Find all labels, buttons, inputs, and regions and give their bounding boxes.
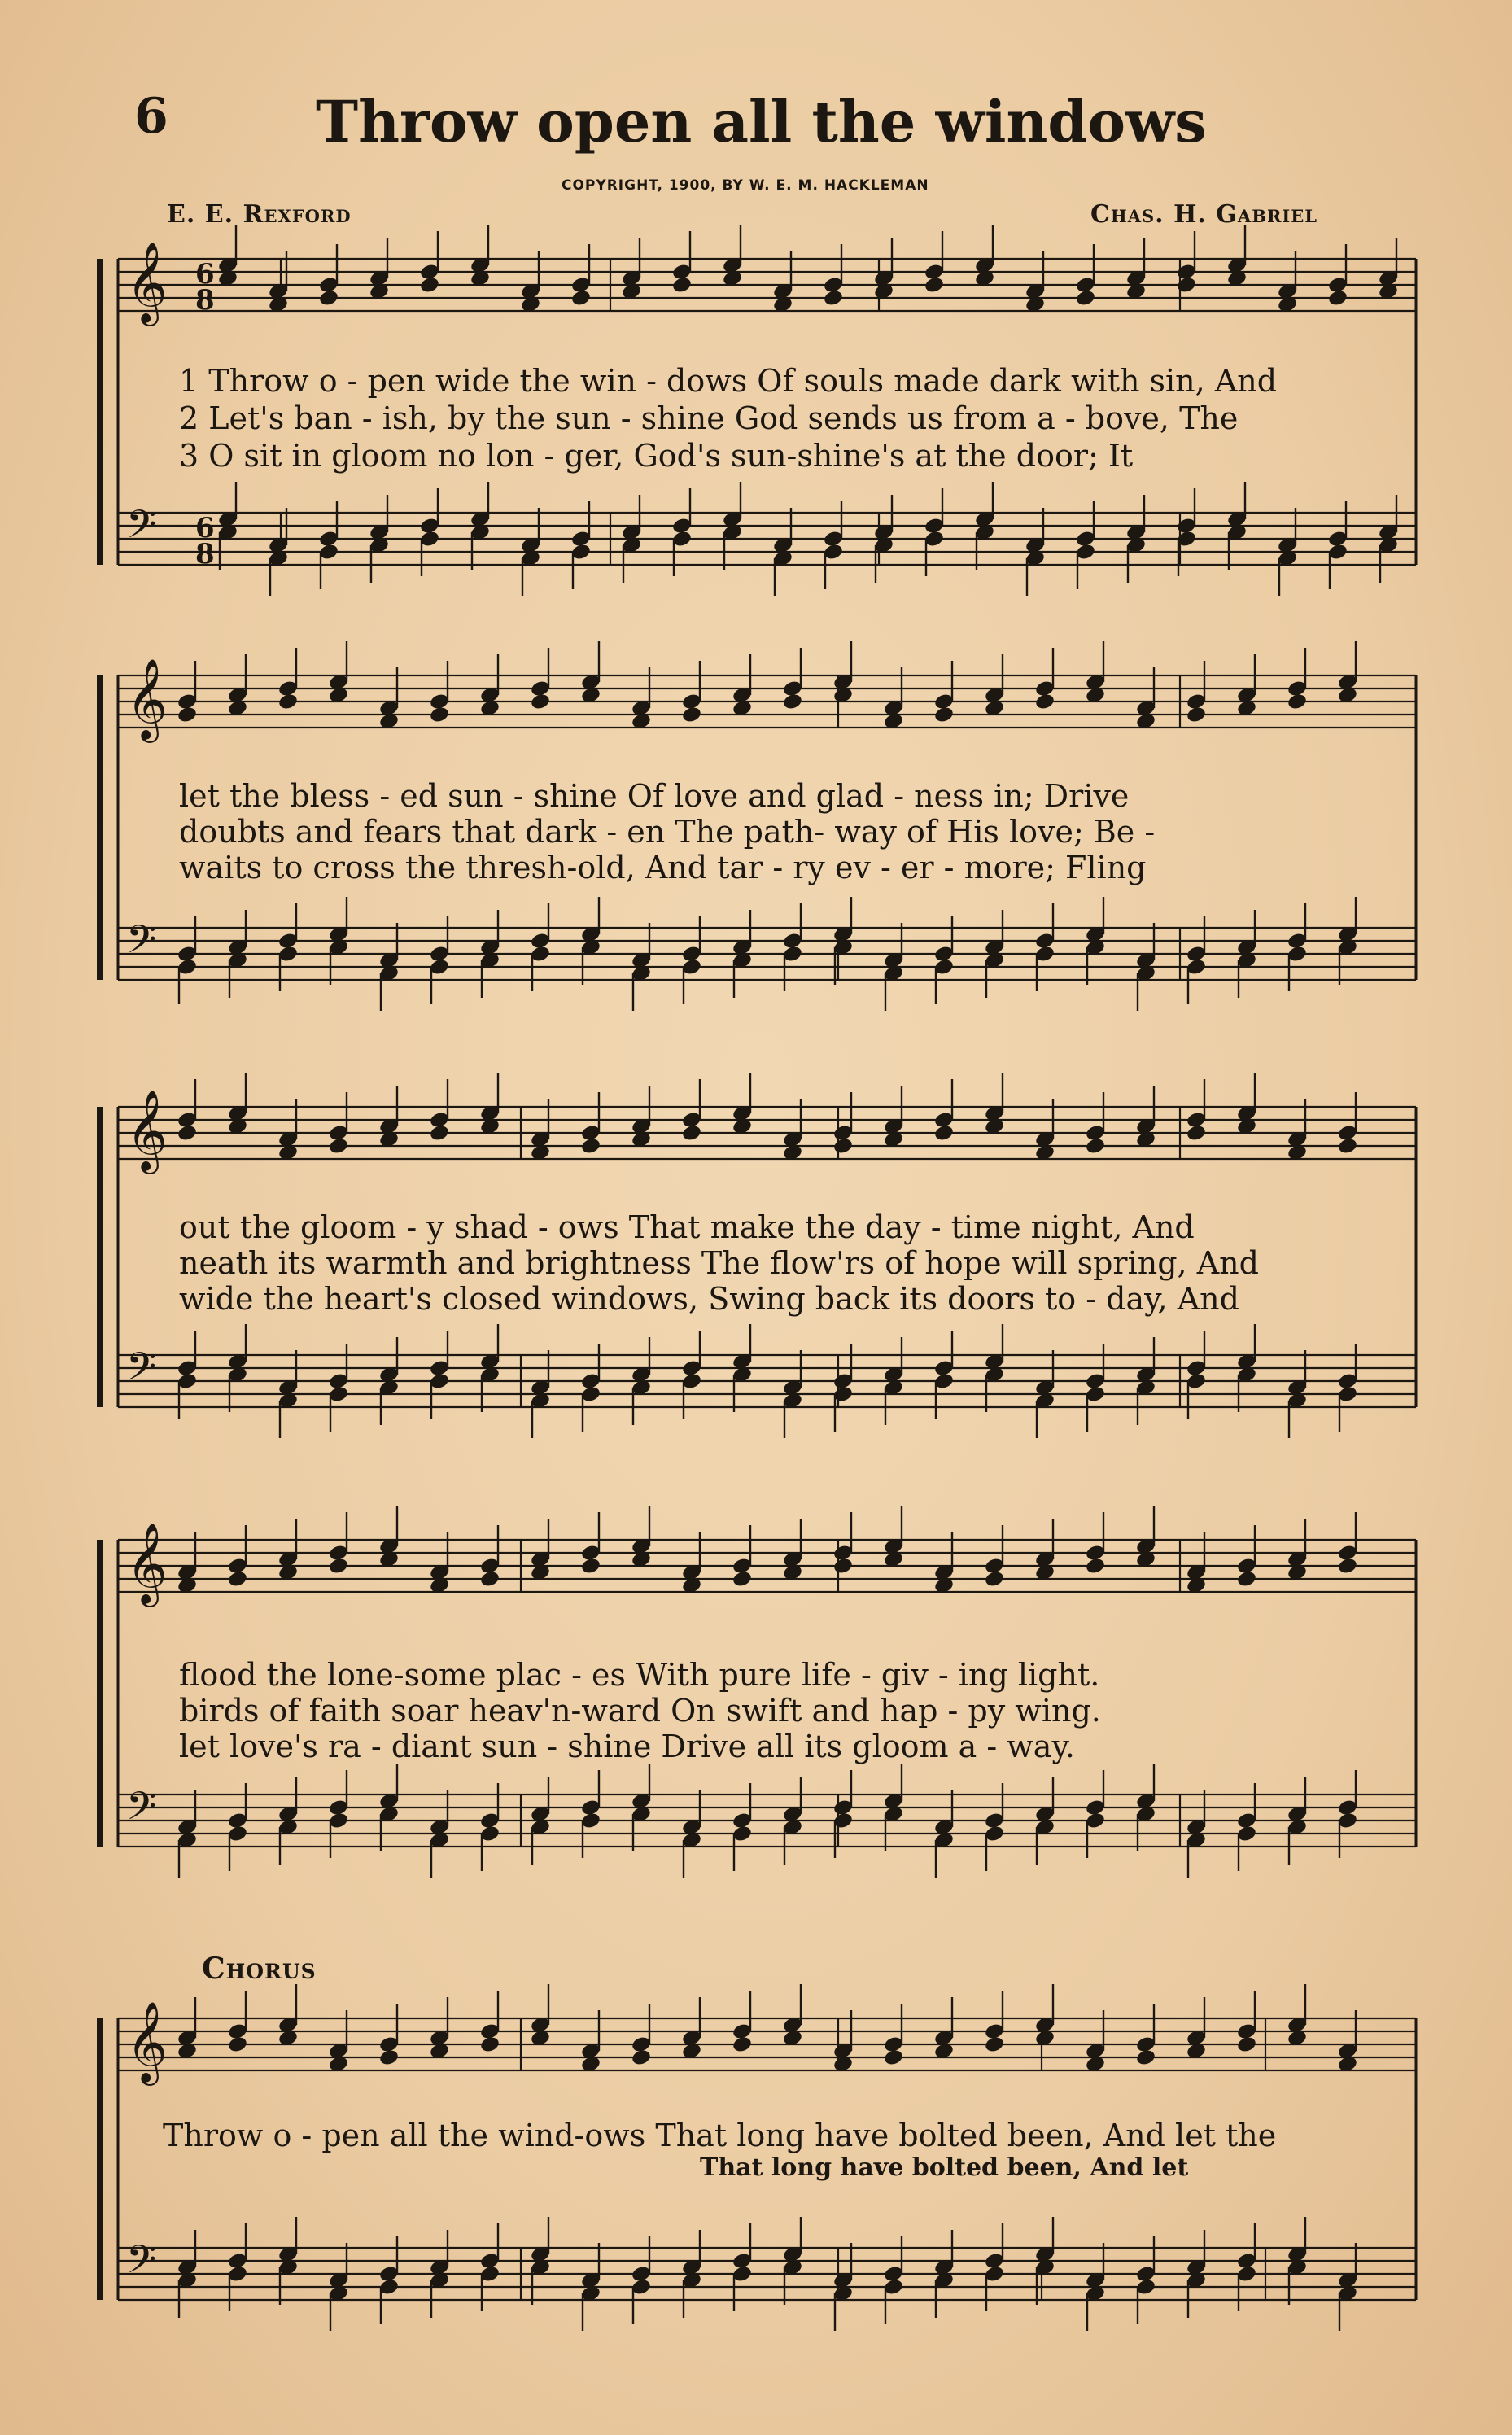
notehead (419, 276, 440, 295)
notehead (1085, 1137, 1106, 1156)
hymn-title: Throw open all the windows (316, 88, 1207, 155)
notehead (328, 1557, 349, 1576)
notehead (933, 706, 955, 724)
notehead (681, 1124, 702, 1143)
notehead (984, 1570, 1005, 1589)
notehead (631, 2048, 652, 2067)
notehead (580, 1137, 601, 1156)
verse-line-s4-v1: flood the lone-some plac - es With pure life - giv - ing light. (179, 1657, 1100, 1693)
notehead (177, 1124, 198, 1143)
page-number: 6 (134, 88, 168, 145)
notehead (429, 706, 450, 724)
system-brace (97, 2018, 103, 2300)
bass-clef: 𝄢 (126, 1783, 157, 1838)
notehead (832, 1557, 854, 1576)
notehead (671, 276, 693, 295)
notehead (1085, 1557, 1106, 1576)
notehead (378, 2048, 400, 2067)
notehead (681, 706, 702, 724)
notehead (1287, 693, 1308, 711)
verse-line-s3-v2: neath its warmth and brightness The flow'rs of hope will spring, And (179, 1245, 1259, 1281)
treble-clef: 𝄞 (126, 2001, 168, 2083)
verse-line-s1-v2: 2 Let's ban - ish, by the sun - shine God sends us from a - bove, The (179, 400, 1239, 436)
notehead (782, 693, 803, 711)
system-brace (97, 1540, 103, 1847)
bass-clef: 𝄢 (126, 501, 157, 557)
notehead (227, 2035, 248, 2054)
time-signature-top: 6 (195, 512, 215, 544)
verse-line-s2-v2: doubts and fears that dark - en The path- way of His love; Be - (179, 814, 1156, 850)
treble-clef: 𝄞 (126, 242, 168, 323)
notehead (933, 1124, 955, 1143)
notehead (832, 1137, 854, 1156)
chorus-label: Chorus (202, 1952, 317, 1986)
verse-line-s4-v2: birds of faith soar heav'n-ward On swift and hap - py wing. (179, 1693, 1101, 1729)
notehead (732, 2035, 753, 2054)
bass-clef: 𝄢 (126, 2236, 157, 2292)
notehead (227, 1570, 248, 1589)
notehead (177, 706, 198, 724)
bass-clef: 𝄢 (126, 1344, 157, 1399)
notehead (580, 1557, 601, 1576)
notehead (1176, 276, 1197, 295)
notehead (530, 693, 551, 711)
notehead (1034, 693, 1055, 711)
notehead (1236, 2035, 1257, 2054)
verse-line-s2-v1: let the bless - ed sun - shine Of love and glad - ness in; Drive (179, 778, 1130, 814)
system-brace (97, 675, 103, 980)
notehead (1186, 1124, 1207, 1143)
treble-clef: 𝄞 (126, 658, 168, 740)
notehead (732, 1570, 753, 1589)
notehead (318, 289, 339, 308)
notehead (570, 289, 592, 308)
system-brace (97, 259, 103, 565)
verse-line-s1-v3: 3 O sit in gloom no lon - ger, God's sun-shine's at the door; It (179, 438, 1134, 474)
verse-line-s3-v1: out the gloom - y shad - ows That make the day - time night, And (179, 1209, 1195, 1245)
notehead (277, 693, 299, 711)
verse-line-s1-v1: 1 Throw o - pen wide the win - dows Of souls made dark with sin, And (179, 363, 1278, 399)
time-signature-top: 6 (195, 258, 215, 291)
notehead (984, 2035, 1005, 2054)
verse-line-s2-v3: waits to cross the thresh-old, And tar - ry ev - er - more; Fling (179, 850, 1147, 885)
notehead (1135, 2048, 1156, 2067)
treble-clef: 𝄞 (126, 1090, 168, 1171)
time-signature-bottom: 8 (195, 284, 215, 317)
notehead (1327, 289, 1348, 308)
notehead (429, 1124, 450, 1143)
notehead (1337, 1137, 1358, 1156)
chorus-line: Throw o - pen all the wind-ows That long have bolted been, And let the (163, 2118, 1277, 2153)
notehead (479, 2035, 500, 2054)
verse-line-s4-v3: let love's ra - diant sun - shine Drive all its gloom a - way. (179, 1729, 1075, 1764)
time-signature-bottom: 8 (195, 538, 215, 570)
notehead (924, 276, 945, 295)
notehead (1337, 1557, 1358, 1576)
notehead (1075, 289, 1096, 308)
notehead (823, 289, 844, 308)
treble-clef: 𝄞 (126, 1523, 168, 1604)
lyricist-credit: E. E. Rexford (167, 200, 352, 229)
bass-clef: 𝄢 (126, 916, 157, 972)
verse-line-s3-v3: wide the heart's closed windows, Swing back its doors to - day, And (179, 1281, 1239, 1317)
system-brace (97, 1107, 103, 1407)
notehead (479, 1570, 500, 1589)
chorus-echo-line: That long have bolted been, And let (700, 2153, 1189, 2182)
notehead (328, 1137, 349, 1156)
notehead (1186, 706, 1207, 724)
notehead (1236, 1570, 1257, 1589)
composer-credit: Chas. H. Gabriel (1090, 200, 1318, 229)
copyright-notice: COPYRIGHT, 1900, BY W. E. M. HACKLEMAN (562, 177, 929, 194)
notehead (883, 2048, 904, 2067)
